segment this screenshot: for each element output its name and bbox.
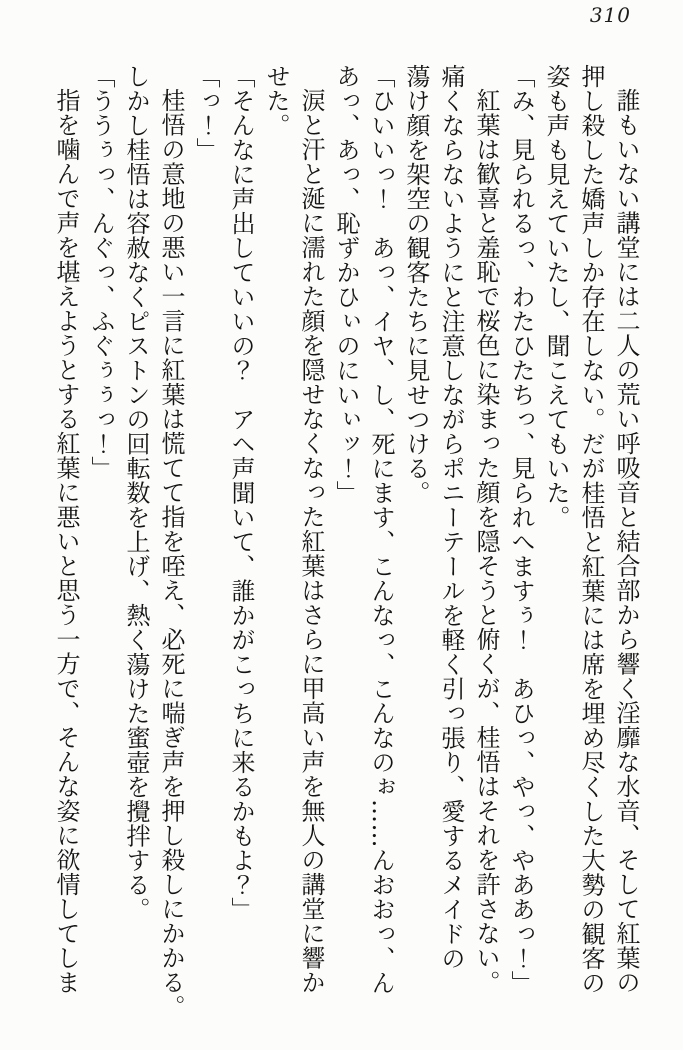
- text-line: せた。: [262, 64, 290, 138]
- vertical-text-block: [48, 64, 643, 1022]
- text-line: 「っ！」: [192, 64, 220, 162]
- page-number: 310: [589, 3, 631, 27]
- text-line: 「ひいいっ！ あっ、イヤ、し、死にます、こんなっ、こんなのぉ……んおおっ、ん: [367, 64, 395, 995]
- text-line: 蕩け顔を架空の観客たちに見せつける。: [402, 64, 430, 505]
- text-line: 痛くならないようにと注意しながらポニーテールを軽く引っ張り、愛するメイドの: [437, 64, 465, 971]
- text-line: あっ、あっ、恥ずかひぃのにいぃッ！」: [332, 64, 360, 505]
- text-line: 「み、見られるっ、わたひたちっ、見られへますぅ！ あひっ、やっ、やああっ！」: [507, 64, 535, 995]
- text-line: 誰もいない講堂には二人の荒い呼吸音と結合部から響く淫靡な水音、そして紅葉の: [612, 88, 640, 995]
- text-line: 指を噛んで声を堪えようとする紅葉に悪いと思う一方で、そんな姿に欲情してしま: [52, 88, 80, 995]
- text-line: 「そんなに声出していいの？ アヘ声聞いて、誰かがこっちに来るかもよ？」: [227, 64, 255, 922]
- text-line: 「ううぅっ、んぐっ、ふぐぅぅっ！」: [87, 64, 115, 481]
- text-line: 姿も声も見えていたし、聞こえてもいた。: [542, 64, 570, 530]
- text-line: 押し殺した嬌声しか存在しない。だが桂悟と紅葉には席を埋め尽くした大勢の観客の: [577, 64, 605, 995]
- text-line: 桂悟の意地の悪い一言に紅葉は慌てて指を咥え、必死に喘ぎ声を押し殺しにかかる。: [157, 88, 185, 1019]
- text-line: 涙と汗と涎に濡れた顔を隠せなくなった紅葉はさらに甲高い声を無人の講堂に響か: [297, 88, 325, 995]
- text-line: 紅葉は歓喜と羞恥で桜色に染まった顔を隠そうと俯くが、桂悟はそれを許さない。: [472, 88, 500, 995]
- text-line: しかし桂悟は容赦なくピストンの回転数を上げ、熱く蕩けた蜜壺を攪拌する。: [122, 64, 150, 922]
